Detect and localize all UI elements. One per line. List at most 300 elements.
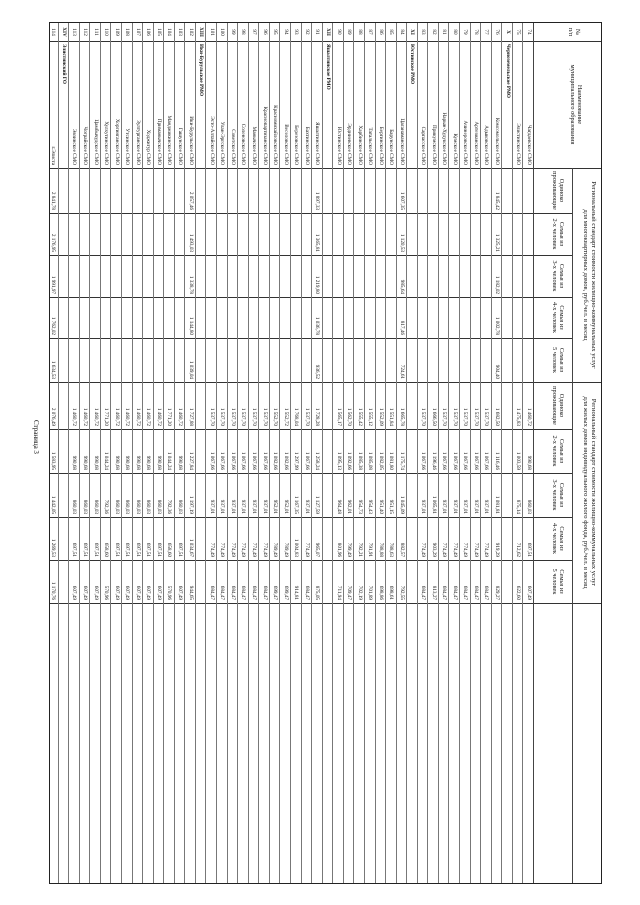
house-cost: 1 537,70 [441, 407, 448, 426]
house-cost: 937,01 [441, 499, 448, 514]
house-cost: 1 067,66 [240, 451, 247, 470]
house-cost: 1 258,24 [314, 451, 321, 470]
header-family-size: Семья из 5 человек [551, 568, 565, 595]
house-cost: 829,27 [494, 585, 501, 600]
row-name: Артезианское СМО [472, 121, 479, 165]
row-name: Красномихайловское СМО [272, 105, 279, 165]
row-name: Приманычское СМО [155, 118, 162, 165]
house-cost: 684,47 [208, 585, 215, 600]
house-cost: 658,60 [103, 542, 110, 557]
row-number: 87 [367, 29, 374, 35]
row-rule [396, 23, 397, 883]
header-apartments: Региональный стандарт стоимости жилищно-коммунальных услуг для многоквартирных домов, руб./чел. в месяц [582, 181, 597, 369]
house-cost: 965,07 [314, 542, 321, 557]
house-cost: 788,88 [377, 542, 384, 557]
house-cost: 1 067,66 [420, 451, 427, 470]
apartment-cost: 1 607,35 [398, 191, 405, 210]
row-number: 91 [314, 29, 321, 35]
house-cost: 952,01 [272, 499, 279, 514]
house-cost: 860,03 [155, 499, 162, 514]
row-name: Харбинское СМО [356, 125, 363, 165]
apartment-cost: 2 841,78 [50, 191, 57, 210]
house-cost: 788,63 [388, 542, 395, 557]
column-line [50, 41, 601, 42]
row-rule [132, 23, 133, 883]
house-cost: 697,51 [177, 542, 184, 557]
row-number: 104 [166, 28, 173, 36]
house-cost: 990,68 [155, 455, 162, 470]
house-cost: 792,55 [398, 585, 405, 600]
house-cost: 684,47 [451, 585, 458, 600]
row-number: 106 [145, 28, 152, 36]
house-cost: 1 537,70 [251, 407, 258, 426]
apartment-cost: 1 036,78 [314, 316, 321, 335]
row-rule [68, 23, 69, 883]
house-cost: 1 442,05 [50, 495, 57, 514]
apartment-cost: 1 493,03 [187, 233, 194, 252]
house-cost: 697,51 [145, 542, 152, 557]
house-cost: 712,62 [515, 542, 522, 557]
row-rule [417, 23, 418, 883]
row-name: Юстинское РМО [409, 44, 416, 85]
house-cost: 990,68 [113, 455, 120, 470]
row-number: 82 [430, 29, 437, 35]
apartment-cost: 1 120,53 [398, 233, 405, 252]
house-cost: 774,49 [472, 542, 479, 557]
house-cost: 1 460,72 [113, 407, 120, 426]
house-cost: 937,01 [420, 499, 427, 514]
house-cost: 1 003,59 [515, 451, 522, 470]
row-name: Эсто-Алтайское СМО [208, 116, 215, 165]
house-cost: 1 537,70 [483, 407, 490, 426]
row-number: 83 [420, 29, 427, 35]
row-name: Адыковское СМО [483, 125, 490, 165]
row-name: Бахтинское СМО [303, 126, 310, 165]
house-cost: 774,49 [229, 542, 236, 557]
house-cost: 1 067,66 [441, 451, 448, 470]
row-rule [269, 23, 270, 883]
row-rule [501, 23, 502, 883]
row-name: Цаганаманское СМО [398, 118, 405, 165]
row-rule [364, 23, 365, 883]
house-cost: 1 067,66 [303, 451, 310, 470]
house-cost: 607,49 [113, 585, 120, 600]
house-cost: 919,29 [494, 542, 501, 557]
row-name: Хулхутинское СМО [103, 121, 110, 165]
row-number: 94 [282, 29, 289, 35]
row-rule [491, 23, 492, 883]
house-cost: 684,47 [462, 585, 469, 600]
house-cost: 697,51 [81, 542, 88, 557]
house-cost: 990,68 [145, 455, 152, 470]
house-cost: 774,49 [240, 542, 247, 557]
row-rule [480, 23, 481, 883]
apartment-cost: 904,40 [494, 364, 501, 379]
house-cost: 1 197,19 [187, 495, 194, 514]
house-cost: 1 460,72 [155, 407, 162, 426]
row-rule [142, 23, 143, 883]
house-cost: 1 127,59 [314, 495, 321, 514]
house-cost: 1 537,70 [451, 407, 458, 426]
house-cost: 684,47 [483, 585, 490, 600]
row-number: XII [324, 28, 331, 36]
house-cost: 944,65 [187, 585, 194, 600]
row-number: 111 [92, 28, 99, 36]
apartment-cost: 1 338,78 [187, 275, 194, 294]
row-number: 76 [494, 29, 501, 35]
house-cost: 1 771,20 [166, 407, 173, 426]
house-cost: 570,96 [103, 585, 110, 600]
house-cost: 697,51 [124, 542, 131, 557]
row-name: Чагдаевское СМО [525, 125, 532, 165]
row-name: Соленовское СМО [240, 123, 247, 165]
apartment-cost: 1 845,42 [494, 191, 501, 210]
row-number: 95 [272, 29, 279, 35]
house-cost: 684,47 [472, 585, 479, 600]
house-cost: 1 552,70 [272, 407, 279, 426]
house-cost: 1 682,50 [494, 407, 501, 426]
row-name: Манычское СМО [251, 126, 258, 165]
row-rule [248, 23, 249, 883]
subheader-rule [572, 168, 573, 883]
apartment-cost: 985,64 [398, 279, 405, 294]
tariff-table [49, 22, 602, 884]
house-cost: 1 175,74 [398, 451, 405, 470]
house-cost: 699,47 [282, 585, 289, 600]
house-cost: 1 067,66 [208, 451, 215, 470]
house-cost: 2 076,49 [50, 407, 57, 426]
house-cost: 937,01 [229, 499, 236, 514]
row-number: 100 [219, 28, 226, 36]
row-rule [459, 23, 460, 883]
row-number: 79 [462, 29, 469, 35]
house-cost: 954,73 [356, 499, 363, 514]
row-rule [311, 23, 312, 883]
house-cost: 1 227,84 [187, 451, 194, 470]
house-cost: 697,51 [113, 542, 120, 557]
house-cost: 860,03 [525, 499, 532, 514]
row-name: Татальское СМО [367, 127, 374, 165]
house-cost: 882,57 [398, 542, 405, 557]
apartment-cost: 1 219,80 [314, 275, 321, 294]
house-cost: 799,49 [346, 542, 353, 557]
house-cost: 774,49 [483, 542, 490, 557]
column-line [50, 168, 601, 169]
house-cost: 1 297,99 [293, 451, 300, 470]
house-cost: 1 555,42 [356, 407, 363, 426]
house-cost: 1 768,04 [293, 407, 300, 426]
row-name: Элистинское СМО [515, 123, 522, 165]
row-number: XIII [198, 27, 205, 37]
row-name: Хоргинганское СМО [113, 118, 120, 165]
row-rule [79, 23, 80, 883]
row-name: Зултурганское СМО [134, 120, 141, 165]
apartment-cost: 1 325,21 [494, 233, 501, 252]
house-cost: 774,49 [451, 542, 458, 557]
header-family-size: Семья из 4-х человек [551, 522, 565, 554]
house-cost: 1 067,66 [483, 451, 490, 470]
apartment-cost: 1 039,04 [187, 360, 194, 379]
house-cost: 860,03 [145, 499, 152, 514]
house-cost: 774,49 [441, 542, 448, 557]
house-cost: 1 460,72 [177, 407, 184, 426]
house-cost: 774,49 [208, 542, 215, 557]
house-cost: 951,40 [377, 499, 384, 514]
house-cost: 774,49 [462, 542, 469, 557]
house-cost: 1 167,35 [293, 495, 300, 514]
row-rule [512, 23, 513, 883]
row-name: г.Элиста [50, 146, 57, 165]
house-cost: 1 537,70 [219, 407, 226, 426]
row-number: 103 [177, 28, 184, 36]
house-cost: 791,91 [367, 542, 374, 557]
row-rule [406, 23, 407, 883]
house-cost: 860,03 [113, 499, 120, 514]
row-name: Гашунское СМО [177, 127, 184, 165]
house-cost: 1 460,72 [525, 407, 532, 426]
row-rule [385, 23, 386, 883]
row-number: 80 [451, 29, 458, 35]
house-cost: 860,03 [177, 499, 184, 514]
row-number: 77 [483, 29, 490, 35]
house-cost: 1 460,72 [124, 407, 131, 426]
house-cost: 1 065,81 [430, 495, 437, 514]
column-line [50, 603, 601, 604]
house-cost: 1 537,70 [261, 407, 268, 426]
house-cost: 964,48 [335, 499, 342, 514]
row-rule [332, 23, 333, 883]
house-cost: 607,49 [81, 585, 88, 600]
row-rule [301, 23, 302, 883]
house-cost: 1 067,66 [229, 451, 236, 470]
header-family-size: Одиноко проживающие [551, 386, 565, 425]
house-cost: 1 728,28 [314, 407, 321, 426]
row-rule [448, 23, 449, 883]
apartment-cost: 1 182,02 [494, 275, 501, 294]
house-cost: 990,68 [525, 455, 532, 470]
house-cost: 1 460,72 [145, 407, 152, 426]
house-cost: 607,49 [92, 585, 99, 600]
house-cost: 937,01 [462, 499, 469, 514]
house-cost: 774,49 [261, 542, 268, 557]
row-name: Веселовское СМО [282, 124, 289, 165]
row-number: 78 [472, 29, 479, 35]
row-number: 113 [71, 28, 78, 36]
house-cost: 684,47 [420, 585, 427, 600]
row-name: Яшалтинское СМО [314, 122, 321, 165]
row-name: Черноземельское РМО [504, 44, 511, 98]
row-number: 110 [103, 28, 110, 36]
house-cost: 937,01 [303, 499, 310, 514]
row-rule [174, 23, 175, 883]
row-rule [89, 23, 90, 883]
row-rule [227, 23, 228, 883]
row-rule [237, 23, 238, 883]
house-cost: 813,27 [430, 585, 437, 600]
row-name: Эвзинское СМО [71, 128, 78, 165]
apartment-cost: 1 144,80 [187, 316, 194, 335]
row-rule [470, 23, 471, 883]
house-cost: 1 081,80 [388, 451, 395, 470]
row-rule [100, 23, 101, 883]
apartment-cost: 2 057,46 [187, 191, 194, 210]
row-number: 81 [441, 29, 448, 35]
row-number: 84 [398, 29, 405, 35]
row-name: Краснопартизанское СМО [261, 106, 268, 165]
row-number: 89 [346, 29, 353, 35]
apartment-cost: 1 897,33 [314, 191, 321, 210]
row-rule [195, 23, 196, 883]
house-cost: 937,01 [261, 499, 268, 514]
row-name: Сарпасское СМО [420, 126, 427, 165]
house-cost: 1 085,08 [367, 451, 374, 470]
row-number: 90 [335, 29, 342, 35]
house-cost: 1 551,84 [388, 407, 395, 426]
apartment-cost: 1 762,02 [50, 316, 57, 335]
header-family-size: Одиноко проживающие [551, 171, 565, 210]
house-cost: 1 552,09 [377, 407, 384, 426]
row-name: Ачинеровское СМО [462, 120, 469, 165]
row-name: Ходжигур СМО [145, 129, 152, 165]
row-rule [153, 23, 154, 883]
row-number: 98 [240, 29, 247, 35]
row-name: Утсинское СМО [124, 128, 131, 165]
house-cost: 990,68 [71, 455, 78, 470]
house-cost: 1 116,46 [494, 452, 501, 470]
house-cost: 952,01 [282, 499, 289, 514]
page-number: Страница 3 [32, 420, 40, 454]
house-cost: 1 552,72 [282, 407, 289, 426]
house-cost: 1 537,70 [240, 407, 247, 426]
house-cost: 698,86 [377, 585, 384, 600]
house-cost: 607,49 [525, 585, 532, 600]
house-cost: 1 067,66 [219, 451, 226, 470]
header-family-size: Семья из 4-х человек [551, 301, 565, 333]
row-number: 99 [229, 29, 236, 35]
header-family-size: Семья из 3-х человек [551, 479, 565, 511]
house-cost: 860,03 [124, 499, 131, 514]
apartment-cost: 1 365,81 [314, 233, 321, 252]
row-name: Советское СМО [229, 129, 236, 165]
row-name: Ики-Бурульское РМО [198, 44, 205, 96]
house-cost: 1 095,13 [335, 451, 342, 470]
row-number: XIV [60, 27, 67, 37]
house-cost: 903,29 [430, 542, 437, 557]
row-rule [163, 23, 164, 883]
house-cost: 684,47 [261, 585, 268, 600]
house-cost: 697,51 [134, 542, 141, 557]
house-cost: 1 004,83 [293, 538, 300, 557]
house-cost: 607,49 [145, 585, 152, 600]
row-name: Ики-Бурульское СМО [187, 116, 194, 165]
house-cost: 684,47 [219, 585, 226, 600]
row-number: 88 [356, 29, 363, 35]
house-cost: 607,49 [134, 585, 141, 600]
row-name: Кумское СМО [451, 133, 458, 165]
house-cost: 789,49 [282, 542, 289, 557]
row-number: XI [409, 29, 416, 35]
house-cost: 1 460,72 [134, 407, 141, 426]
house-cost: 860,03 [134, 499, 141, 514]
row-name: Барунское СМО [388, 129, 395, 165]
house-cost: 1 034,67 [187, 538, 194, 557]
house-cost: 1 537,70 [303, 407, 310, 426]
house-cost: 937,01 [451, 499, 458, 514]
row-rule [343, 23, 344, 883]
house-cost: 1 562,70 [346, 407, 353, 426]
house-cost: 697,51 [525, 542, 532, 557]
house-cost: 990,68 [177, 455, 184, 470]
house-cost: 937,01 [472, 499, 479, 514]
row-rule [427, 23, 428, 883]
row-rule [375, 23, 376, 883]
header-number: № п/п [567, 27, 581, 37]
house-cost: 1 081,81 [494, 495, 501, 514]
house-cost: 990,68 [124, 455, 131, 470]
house-cost: 1 082,66 [272, 451, 279, 470]
house-cost: 1 170,76 [50, 581, 57, 600]
house-cost: 570,96 [166, 585, 173, 600]
header-family-size: Семья из 5 человек [551, 347, 565, 373]
house-cost: 1 537,70 [462, 407, 469, 426]
row-number: 92 [303, 29, 310, 35]
row-rule [205, 23, 206, 883]
apartment-cost: 1 002,78 [494, 316, 501, 335]
row-name: Улан-Эргское СМО [219, 121, 226, 165]
row-rule [110, 23, 111, 883]
row-number: 101 [208, 28, 215, 36]
row-number: 74 [525, 29, 532, 35]
house-cost: 937,01 [240, 499, 247, 514]
house-cost: 962,01 [346, 499, 353, 514]
row-number: 112 [81, 28, 88, 36]
house-cost: 875,05 [314, 585, 321, 600]
row-rule [216, 23, 217, 883]
house-cost: 792,21 [356, 542, 363, 557]
house-cost: 860,03 [71, 499, 78, 514]
row-rule [522, 23, 523, 883]
house-cost: 1 067,66 [251, 451, 258, 470]
house-cost: 1 044,24 [166, 451, 173, 470]
house-cost: 1 082,05 [377, 451, 384, 470]
row-number: 75 [515, 29, 522, 35]
house-cost: 1 082,66 [282, 451, 289, 470]
house-cost: 702,19 [356, 585, 363, 600]
row-name: Цамбычудское СМО [92, 119, 99, 165]
house-cost: 774,49 [303, 542, 310, 557]
row-number: 109 [113, 28, 120, 36]
house-cost: 607,49 [124, 585, 131, 600]
header-family-size: Семья из 2-х человек [551, 435, 565, 467]
house-cost: 937,01 [219, 499, 226, 514]
house-cost: 711,94 [335, 585, 342, 600]
house-cost: 1 460,72 [71, 407, 78, 426]
row-number: 102 [187, 28, 194, 36]
house-cost: 1 537,70 [472, 407, 479, 426]
row-rule [322, 23, 323, 883]
header-family-size: Семья из 2-х человек [551, 218, 565, 250]
house-cost: 622,60 [515, 585, 522, 600]
row-name: Прикумское СМО [430, 124, 437, 165]
house-cost: 1 092,66 [346, 451, 353, 470]
house-cost: 699,47 [272, 585, 279, 600]
house-cost: 1 085,38 [356, 451, 363, 470]
row-number: 114 [50, 28, 57, 36]
house-cost: 990,68 [134, 455, 141, 470]
house-cost: 1 196,46 [430, 451, 437, 470]
house-cost: 774,49 [251, 542, 258, 557]
house-cost: 954,43 [367, 499, 374, 514]
